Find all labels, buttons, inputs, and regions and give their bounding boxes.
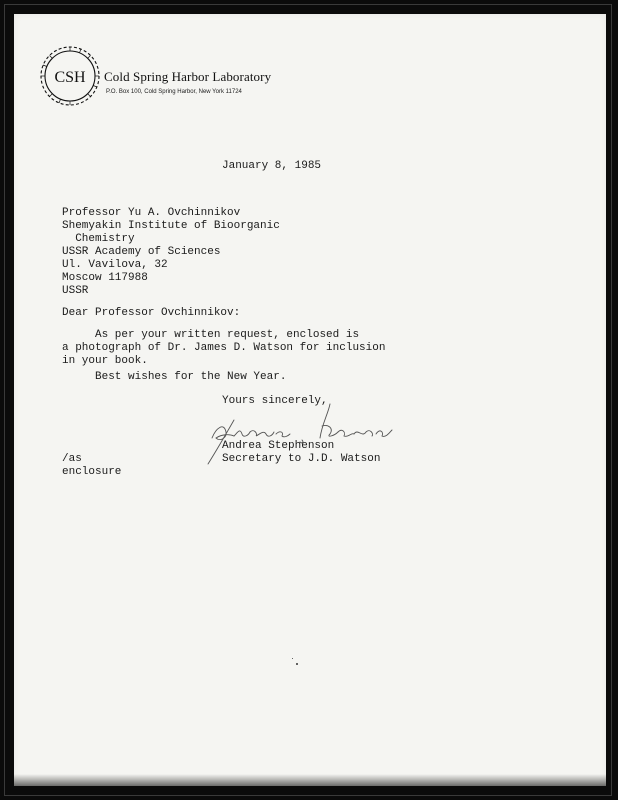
closing: Yours sincerely, xyxy=(222,395,328,407)
page-edge-shadow xyxy=(14,774,606,786)
recipient-line: USSR Academy of Sciences xyxy=(62,246,221,258)
signer-name: Andrea Stephenson xyxy=(222,440,335,452)
body-line: a photograph of Dr. James D. Watson for inclusion xyxy=(62,342,386,354)
body-line: in your book. xyxy=(62,355,148,367)
csh-logo-icon xyxy=(38,44,102,108)
logo-text: CSH xyxy=(54,69,86,86)
organization-name: Cold Spring Harbor Laboratory xyxy=(104,69,272,84)
enclosure-note: enclosure xyxy=(62,466,122,478)
recipient-line: Chemistry xyxy=(62,233,135,245)
paper-speck xyxy=(296,663,298,665)
organization-address: P.O. Box 100, Cold Spring Harbor, New York 11724 xyxy=(106,89,242,95)
typist-initials: /as xyxy=(62,453,82,465)
best-wishes-line: Best wishes for the New Year. xyxy=(62,371,287,383)
paper-speck xyxy=(292,658,293,659)
signer-title: Secretary to J.D. Watson xyxy=(222,453,381,465)
recipient-line: Shemyakin Institute of Bioorganic xyxy=(62,220,280,232)
recipient-line: Ul. Vavilova, 32 xyxy=(62,259,168,271)
recipient-line: USSR xyxy=(62,285,89,297)
body-line: As per your written request, enclosed is xyxy=(62,329,360,341)
recipient-line: Professor Yu A. Ovchinnikov xyxy=(62,207,241,219)
salutation: Dear Professor Ovchinnikov: xyxy=(62,307,241,319)
letter-date: January 8, 1985 xyxy=(222,160,322,172)
recipient-line: Moscow 117988 xyxy=(62,272,148,284)
